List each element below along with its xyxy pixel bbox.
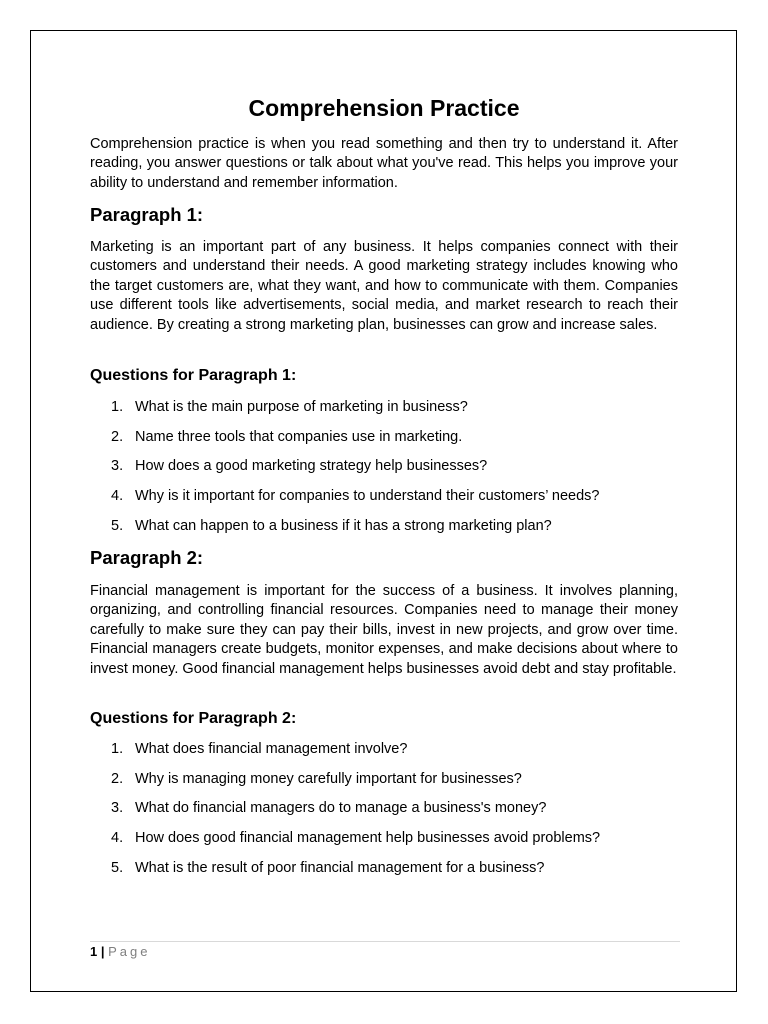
question-number: 4. <box>111 830 124 847</box>
question-item <box>90 428 678 458</box>
question-text: How does a good marketing strategy help businesses? <box>135 458 488 475</box>
page-footer <box>90 943 151 961</box>
footer-divider <box>90 941 680 942</box>
question-number: 3. <box>111 800 124 817</box>
section-1-question-list <box>90 398 678 546</box>
question-item <box>90 859 678 889</box>
question-text: What do financial managers do to manage a business's money? <box>135 800 547 817</box>
intro-paragraph: Comprehension practice is when you read something and then try to understand it. After reading, you answer questions or talk about what you've read. This helps you improve your ability to understand and remember information. <box>90 136 678 191</box>
question-item <box>90 457 678 487</box>
page-label: Page <box>108 944 151 959</box>
question-text: Name three tools that companies use in marketing. <box>135 428 463 445</box>
question-text: What does financial management involve? <box>135 741 408 757</box>
question-item <box>90 740 678 770</box>
question-item <box>90 487 678 517</box>
question-number: 5. <box>111 859 124 876</box>
question-text: How does good financial management help businesses avoid problems? <box>135 830 601 847</box>
question-item <box>90 398 678 428</box>
section-2-question-list <box>90 740 678 888</box>
question-item <box>90 799 678 829</box>
question-number: 2. <box>111 770 124 787</box>
question-item <box>90 770 678 800</box>
question-number: 4. <box>111 488 124 505</box>
page-number: 1 <box>90 944 98 959</box>
section-1-heading: Paragraph 1: <box>90 204 204 225</box>
section-1-questions-heading: Questions for Paragraph 1: <box>90 367 297 384</box>
footer-separator: | <box>100 944 105 959</box>
section-2-questions-heading: Questions for Paragraph 2: <box>90 710 297 727</box>
question-number: 1. <box>111 741 124 757</box>
section-2-heading: Paragraph 2: <box>90 547 204 568</box>
question-number: 2. <box>111 428 124 445</box>
section-2-paragraph: Financial management is important for the success of a business. It involves planning, organizing, and controlling financial resources. Companies need to manage their money carefully to make sure they can pay their bills, invest in new projects, and grow over time. Financial managers create budgets, monitor expenses, and make decisions about where to invest money. Good financial management helps businesses avoid debt and stay profitable. <box>90 583 678 677</box>
question-item <box>90 829 678 859</box>
section-1-paragraph: Marketing is an important part of any business. It helps companies connect with their customers and understand their needs. A good marketing strategy includes knowing who the target customers are, what they want, and how to communicate with them. Companies use different tools like advertisements, social media, and market research to reach their audience. By creating a strong marketing plan, businesses can grow and increase sales. <box>90 239 678 333</box>
question-text: Why is managing money carefully important for businesses? <box>135 770 522 787</box>
question-number: 1. <box>111 399 124 415</box>
page-title: Comprehension Practice <box>248 95 520 121</box>
question-text: What can happen to a business if it has a strong marketing plan? <box>135 517 552 534</box>
question-number: 5. <box>111 517 124 534</box>
question-text: Why is it important for companies to understand their customers’ needs? <box>135 488 600 505</box>
question-text: What is the main purpose of marketing in business? <box>135 399 468 415</box>
question-number: 3. <box>111 458 124 475</box>
question-item <box>90 517 678 547</box>
question-text: What is the result of poor financial management for a business? <box>135 859 545 876</box>
